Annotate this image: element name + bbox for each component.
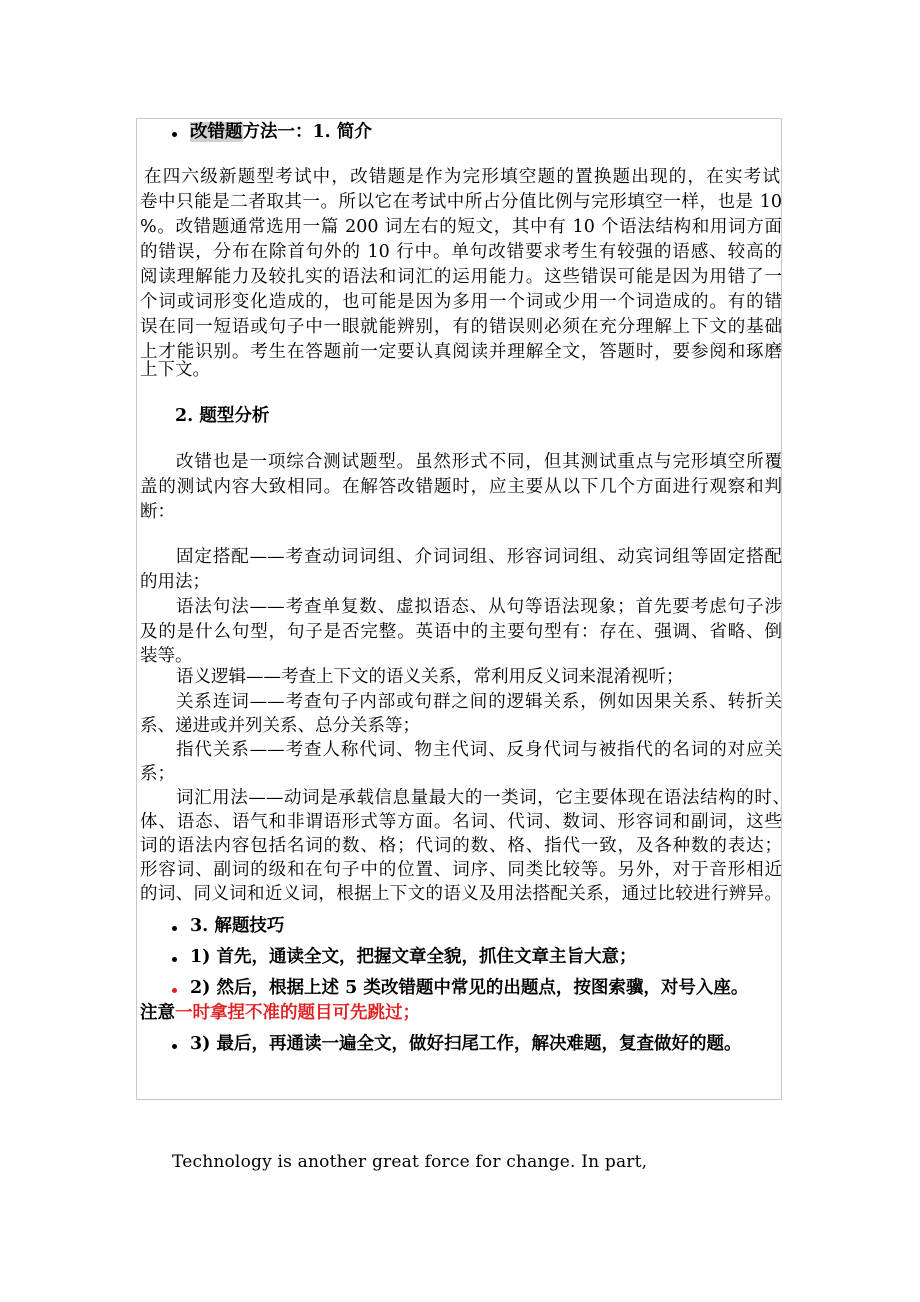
item2-line-3: 装等。 [140, 646, 193, 666]
item6-line-1: 词汇用法——动词是承载信息量最大的一类词，它主要体现在语法结构的时、 [176, 788, 790, 808]
step3 [172, 1032, 742, 1056]
section3-heading [172, 914, 284, 938]
para1-line-6: 个词或词形变化造成的，也可能是因为多用一个词或少用一个词造成的。有的错 [140, 292, 782, 312]
heading-highlight: 改错题 [190, 122, 243, 142]
item4-line-2: 系、递进或并列关系、总分关系等； [140, 716, 420, 736]
step2 [172, 976, 748, 1000]
para1-line-5: 阅读理解能力及较扎实的语法和词汇的运用能力。这些错误可能是因为用错了一 [140, 267, 782, 287]
para1-line-4: 的错误，分布在除首句外的 10 行中。单句改错要求考生有较强的语感、较高的 [140, 242, 782, 262]
item5-line-1: 指代关系——考查人称代词、物主代词、反身代词与被指代的名词的对应关 [176, 740, 782, 760]
para1-line-2: 卷中只能是二者取其一。所以它在考试中所占分值比例与完形填空一样，也是 10 [140, 192, 782, 212]
para1-line-8: 上才能识别。考生在答题前一定要认真阅读并理解全文，答题时，要参阅和琢磨 [140, 342, 782, 362]
item6-line-4: 形容词、副词的级和在句子中的位置、词序、同类比较等。另外，对于音形相近 [140, 860, 782, 880]
english-line: Technology is another great force for change. In part, [172, 1152, 648, 1172]
item1-line-1: 固定搭配——考查动词词组、介词词组、形容词词组、动宾词组等固定搭配 [176, 547, 782, 567]
step3-text: 3) 最后，再通读一遍全文，做好扫尾工作，解决难题，复查做好的题。 [190, 1034, 742, 1054]
bullet-icon [172, 926, 177, 931]
section3-heading-text: 3. 解题技巧 [190, 916, 285, 936]
para1-line-9: 上下文。 [140, 360, 210, 380]
step1-text: 1) 首先，通读全文，把握文章全貌，抓住文章主旨大意； [190, 947, 637, 967]
item5-line-2: 系； [140, 764, 175, 784]
intro-line-3: 断： [140, 502, 175, 522]
note-line [140, 1001, 420, 1025]
item3-line-1: 语义逻辑——考查上下文的语义关系，常利用反义词来混淆视听； [176, 667, 684, 687]
item2-line-1: 语法句法——考查单复数、虚拟语态、从句等语法现象；首先要考虑句子涉 [176, 597, 782, 617]
item2-line-2: 及的是什么句型，句子是否完整。英语中的主要句型有：存在、强调、省略、倒 [140, 622, 782, 642]
red-bullet-icon [172, 988, 177, 993]
para1-line-1: 在四六级新题型考试中，改错题是作为完形填空题的置换题出现的，在实考试 [144, 167, 780, 187]
item4-line-1: 关系连词——考查句子内部或句群之间的逻辑关系，例如因果关系、转折关 [176, 692, 782, 712]
para1-line-3: %。改错题通常选用一篇 200 词左右的短文，其中有 10 个语法结构和用词方面 [140, 217, 782, 237]
bullet-icon [172, 957, 177, 962]
section1-heading [172, 120, 372, 144]
bullet-icon [172, 132, 177, 137]
item6-line-3: 词的语法内容包括名词的数、格；代词的数、格、指代一致，及各种数的表达； [140, 836, 782, 856]
note-red: 一时拿捏不准的题目可先跳过； [175, 1003, 420, 1023]
intro-line-2: 盖的测试内容大致相同。在解答改错题时，应主要从以下几个方面进行观察和判 [140, 477, 782, 497]
para1-line-7: 误在同一短语或句子中一眼就能辨别，有的错误则必须在充分理解上下文的基础 [140, 317, 782, 337]
step1 [172, 945, 637, 969]
intro-line-1: 改错也是一项综合测试题型。虽然形式不同，但其测试重点与完形填空所覆 [176, 452, 782, 472]
item6-line-2: 体、语态、语气和非谓语形式等方面。名词、代词、数词、形容词和副词，这些 [140, 812, 782, 832]
item1-line-2: 的用法； [140, 572, 210, 592]
step2-text: 2) 然后，根据上述 5 类改错题中常见的出题点，按图索骥，对号入座。 [190, 978, 749, 998]
section2-heading: 2. 题型分析 [175, 406, 270, 426]
note-prefix: 注意 [140, 1003, 175, 1023]
item6-line-5: 的词、同义词和近义词，根据上下文的语义及用法搭配关系，通过比较进行辨异。 [140, 884, 782, 904]
bullet-icon [172, 1044, 177, 1049]
heading-rest: 方法一：1. 简介 [242, 122, 372, 142]
